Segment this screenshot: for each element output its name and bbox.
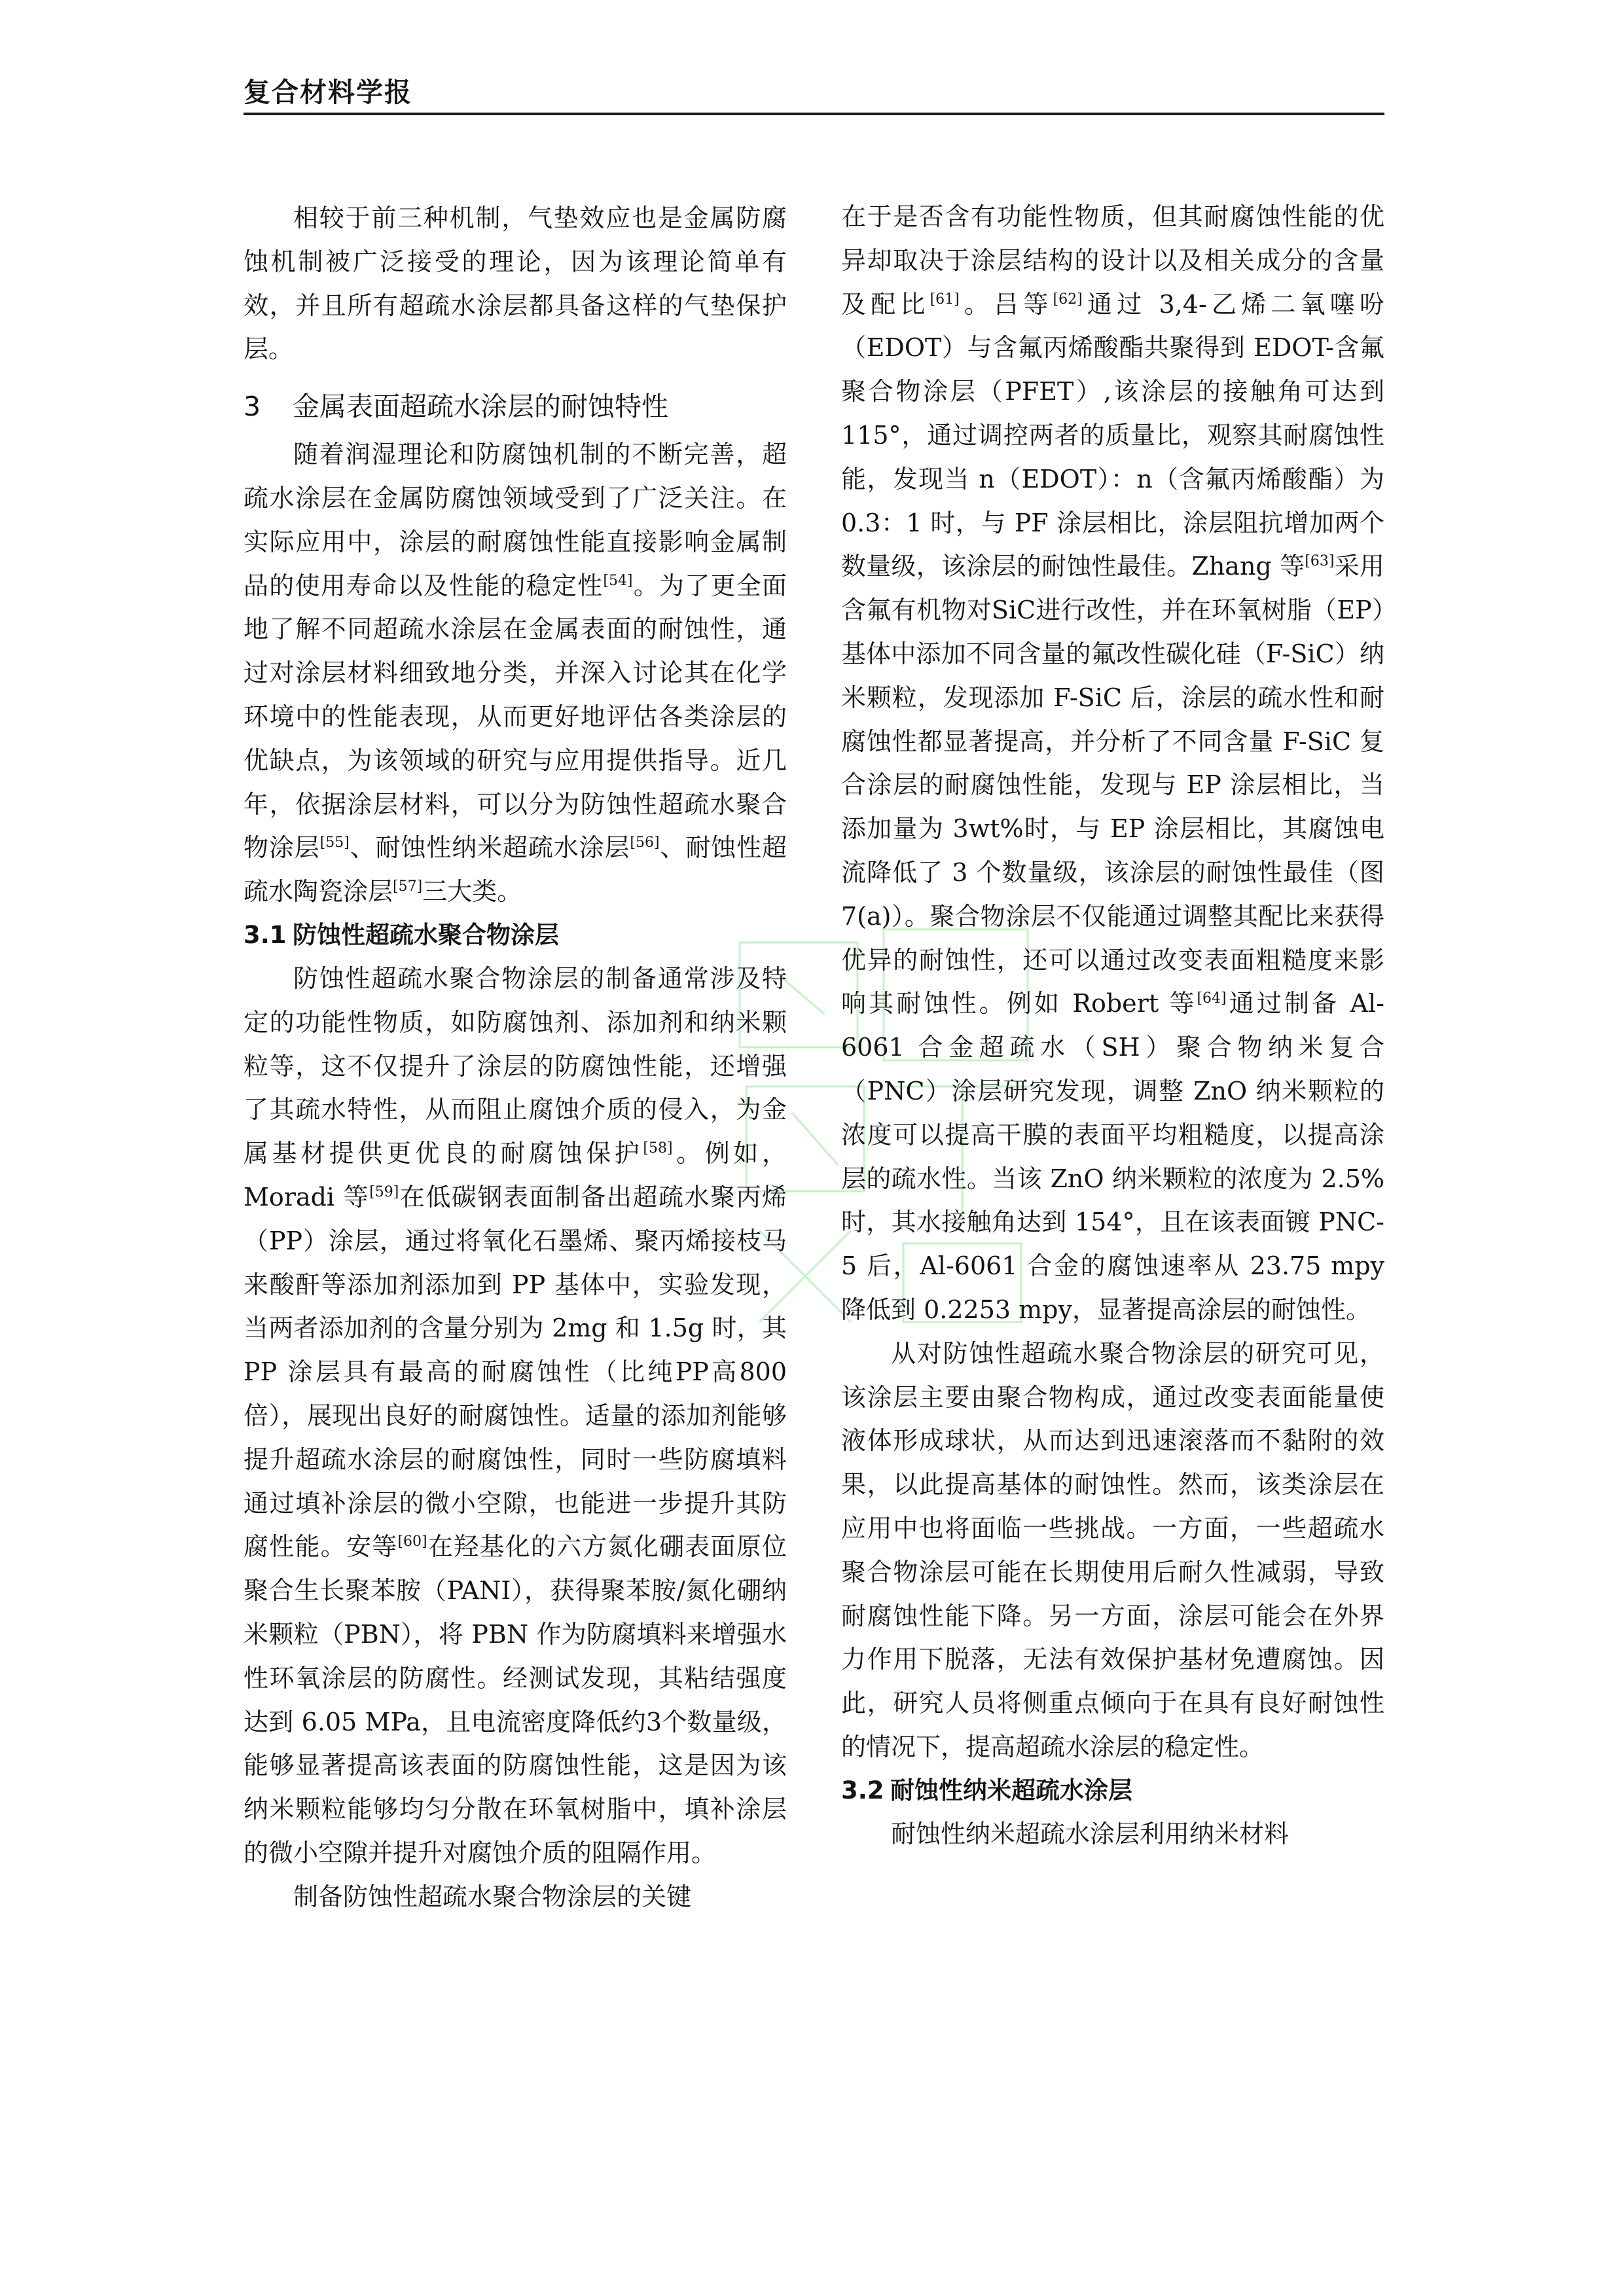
paragraph: 耐蚀性纳米超疏水涂层利用纳米材料: [891, 1819, 1290, 1848]
paragraph: [244, 433, 787, 914]
paragraph: 相较于前三种机制，气垫效应也是金属防腐蚀机制被广泛接受的理论，因为该理论简单有效，并且所有超疏水涂层都具备这样的气垫保护层。: [244, 204, 787, 364]
paragraph: 从对防蚀性超疏水聚合物涂层的研究可见，该涂层主要由聚合物构成，通过改变表面能量使液体形成球状，从而达到迅速滚落而不黏附的效果，以此提高基体的耐蚀性。然而，该类涂层在应用中也将面临一些挑战。一方面，一些超疏水聚合物涂层可能在长期使用后耐久性减弱，导致耐腐蚀性能下降。另一方面，涂层可能会在外界力作用下脱落，无法有效保护基材免遭腐蚀。因此，研究人员将侧重点倾向于在具有良好耐蚀性的情况下，提高超疏水涂层的稳定性。: [841, 1338, 1384, 1761]
text-run: 在于是否含有功能性物质，但其耐腐蚀性能的优异却取决于涂层结构的设计以及相关成分的含量及配比: [841, 202, 1384, 319]
journal-header-title: 复合材料学报: [244, 77, 412, 108]
left-column: [244, 196, 787, 1918]
text-run: 采用含氟有机物对SiC进行改性，并在环氧树脂（EP）基体中添加不同含量的氟改性碳化硅（F-SiC）纳米颗粒，发现添加 F-SiC 后，涂层的疏水性和耐腐蚀性都显著提高，并分析了不同含量 F-SiC 复合涂层的耐腐蚀性能，发现与 EP 涂层相比，当添加量为 3wt%时，与 EP 涂层相比，其腐蚀电流降低了 3 个数量级，该涂层的耐蚀性最佳（图 7(a)）。聚合物涂层不仅能通过调整其配比来获得优异的耐蚀性，还可以通过改变表面粗糙度来影响其耐蚀性。例如 Robert 等: [841, 552, 1384, 1018]
citation-ref[interactable]: [54]: [603, 572, 633, 589]
text-run: 、耐蚀性超疏水陶瓷涂层: [244, 833, 787, 906]
text-run: 。例如，Moradi 等: [244, 1139, 787, 1211]
citation-ref[interactable]: [60]: [397, 1534, 427, 1551]
paragraph: [244, 957, 787, 1875]
text-run: 。吕等: [959, 289, 1053, 319]
text-run: 通过制备 Al-6061 合金超疏水（SH）聚合物纳米复合（PNC）涂层研究发现，调整 ZnO 纳米颗粒的浓度可以提高干膜的表面平均粗糙度，以提高涂层的疏水性。当该 ZnO 纳米颗粒的浓度为 2.5%时，其水接触角达到 154°，且在该表面镀 PNC-5 后，Al-6061 合金的腐蚀速率从 23.75 mpy 降低到 0.2253 mpy，显著提高涂层的耐蚀性。: [841, 989, 1385, 1324]
citation-ref[interactable]: [55]: [319, 834, 350, 852]
citation-ref[interactable]: [57]: [393, 878, 423, 895]
section-number: 3: [244, 391, 261, 423]
text-run: 、耐蚀性纳米超疏水涂层: [349, 833, 630, 863]
paragraph: [841, 195, 1384, 1332]
citation-ref[interactable]: [63]: [1305, 553, 1335, 570]
citation-ref[interactable]: [62]: [1053, 291, 1083, 308]
text-run: 随着润湿理论和防腐蚀机制的不断完善，超疏水涂层在金属防腐蚀领域受到了广泛关注。在实际应用中，涂层的耐腐蚀性能直接影响金属制品的使用寿命以及性能的稳定性: [244, 440, 787, 600]
section-number: 3.2: [841, 1776, 884, 1804]
section-title: 金属表面超疏水涂层的耐蚀特性: [293, 391, 668, 423]
citation-ref[interactable]: [56]: [630, 834, 660, 852]
subsection-heading-3-1: [244, 914, 787, 957]
citation-ref[interactable]: [59]: [369, 1183, 399, 1200]
citation-ref[interactable]: [64]: [1197, 990, 1227, 1007]
text-run: 在羟基化的六方氮化硼表面原位聚合生长聚苯胺（PANI），获得聚苯胺/氮化硼纳米颗粒（PBN），将 PBN 作为防腐填料来增强水性环氧涂层的防腐性。经测试发现，其粘结强度达到 6.05 MPa，且电流密度降低约3个数量级，能够显著提高该表面的防腐蚀性能，这是因为该纳米颗粒能够均匀分散在环氧树脂中，填补涂层的微小空隙并提升对腐蚀介质的阻隔作用。: [244, 1532, 787, 1867]
text-run: 通过 3,4-乙烯二氧噻吩（EDOT）与含氟丙烯酸酯共聚得到 EDOT-含氟聚合物涂层（PFET）,该涂层的接触角可达到 115°，通过调控两者的质量比，观察其耐腐蚀性能，发现当 n（EDOT）：n（含氟丙烯酸酯）为 0.3：1 时，与 PF 涂层相比，涂层阻抗增加两个数量级，该涂层的耐蚀性最佳。Zhang 等: [841, 289, 1384, 581]
section-heading-3: [244, 387, 787, 426]
text-run: 。为了更全面地了解不同超疏水涂层在金属表面的耐蚀性，通过对涂层材料细致地分类，并深入讨论其在化学环境中的性能表现，从而更好地评估各类涂层的优缺点，为该领域的研究与应用提供指导。近几年，依据涂层材料，可以分为防蚀性超疏水聚合物涂层: [244, 571, 787, 863]
subsection-heading-3-2: [841, 1769, 1384, 1812]
header-rule: [244, 113, 1384, 115]
right-column: [841, 195, 1384, 1856]
text-run: 防蚀性超疏水聚合物涂层的制备通常涉及特定的功能性物质，如防腐蚀剂、添加剂和纳米颗粒等，这不仅提升了涂层的防腐蚀性能，还增强了其疏水特性，从而阻止腐蚀介质的侵入，为金属基材提供更优良的耐腐蚀保护: [244, 963, 787, 1168]
section-number: 3.1: [244, 920, 287, 949]
text-run: 三大类。: [422, 877, 522, 906]
section-title: 防蚀性超疏水聚合物涂层: [293, 920, 559, 949]
citation-ref[interactable]: [61]: [929, 291, 960, 308]
section-title: 耐蚀性纳米超疏水涂层: [890, 1776, 1132, 1804]
citation-ref[interactable]: [58]: [643, 1140, 673, 1157]
paragraph: 制备防蚀性超疏水聚合物涂层的关键: [293, 1882, 692, 1911]
text-run: 在低碳钢表面制备出超疏水聚丙烯（PP）涂层，通过将氧化石墨烯、聚丙烯接枝马来酸酐等添加剂添加到 PP 基体中，实验发现，当两者添加剂的含量分别为 2mg 和 1.5g 时，其 PP 涂层具有最高的耐腐蚀性（比纯PP高800倍），展现出良好的耐腐蚀性。适量的添加剂能够提升超疏水涂层的耐腐蚀性，同时一些防腐填料通过填补涂层的微小空隙，也能进一步提升其防腐性能。安等: [244, 1182, 787, 1562]
